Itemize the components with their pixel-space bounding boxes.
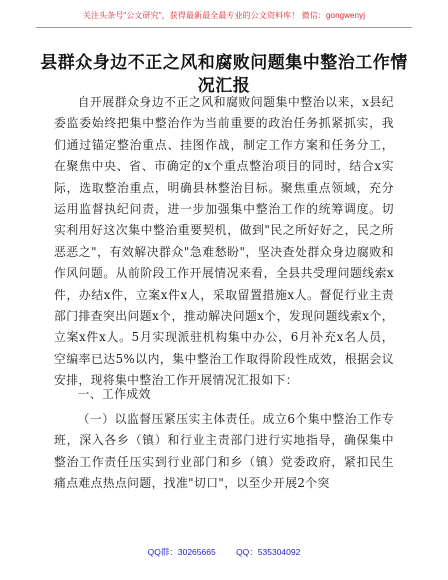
header-divider: [36, 27, 412, 28]
footer-qq: QQ：535304092: [236, 547, 301, 557]
document-title: 县群众身边不正之风和腐败问题集中整治工作情况汇报: [40, 53, 408, 96]
footer: [0, 546, 448, 558]
header-banner: 关注头条号"公文研究"，获得最新最全最专业的公文资料库！ 微信：gongwenyj: [82, 11, 366, 20]
footer-qq-group: QQ群：30265665: [147, 547, 216, 557]
body-paragraph-intro: 自开展群众身边不正之风和腐败问题集中整治以来，x县纪委监委始终把集中整治作为当前重要的政治任务抓紧抓实，我们通过锚定整治重点、挂图作战，制定工作方案和任务分工，在聚焦中央、省、市确定的x个重点整治项目的同时，结合x实际，选取整治重点，明确县林整治目标。聚焦重点领域，充分运用监督执纪问责，进一步加强集中整治工作的统筹调度。切实利用好这次集中整治重要契机，做到"民之所好好之，民之所恶恶之"，有效解决群众"急难愁盼"，坚决查处群众身边腐败和作风问题。从前阶段工作开展情况来看，全县共受理问题线索x件，办结x件，立案x件x人，采取留置措施x人。督促行业主责部门排查突出问题x个，推动解决问题x个，发现问题线索x个，立案x件x人。5月实现派驻机构集中办公，6月补充x名人员，空编率已达5%以内，集中整治工作取得阶段性成效，根据会议安排，现将集中整治工作开展情况汇报如下：: [54, 95, 394, 388]
section-heading: 一、工作成效: [77, 387, 151, 401]
body-paragraph-subsection: （一）以监督压紧压实主体责任。成立6个集中整治工作专班，深入各乡（镇）和行业主责部门进行实地指导，确保集中整治工作责任压实到行业部门和乡（镇）党委政府，紧扣民生痛点难点热点问题，找准"切口"，以至少开展2个突: [54, 412, 394, 491]
